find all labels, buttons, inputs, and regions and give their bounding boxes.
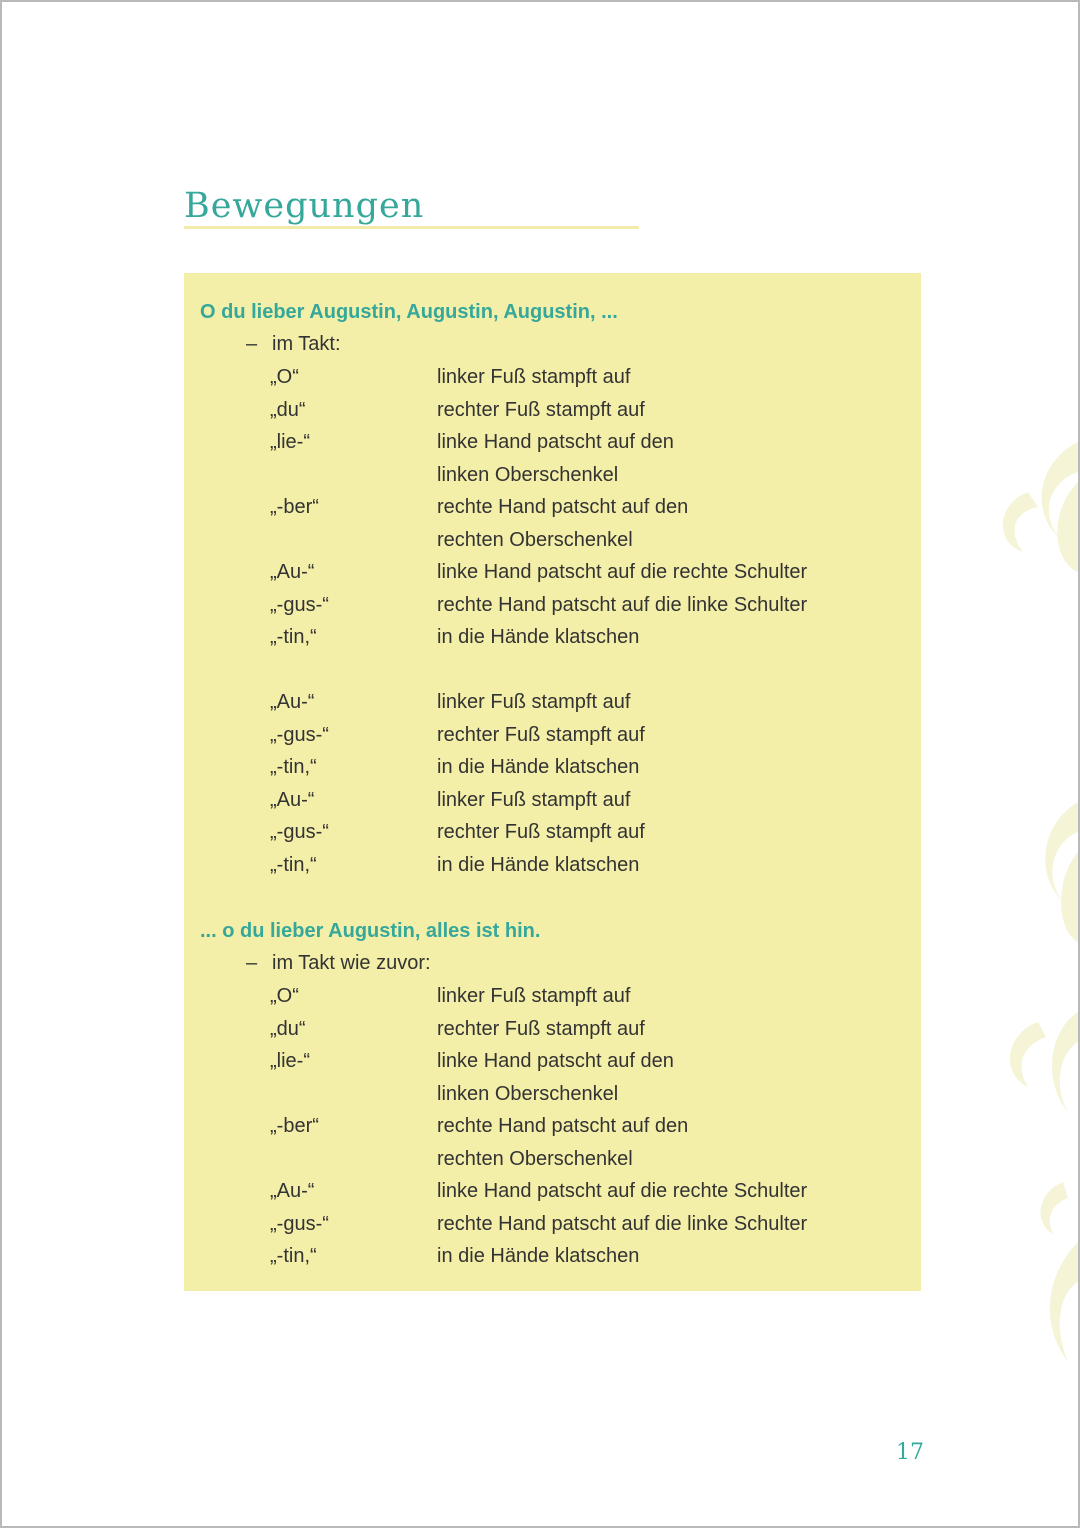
page-number: 17 (896, 1440, 924, 1465)
syllable: „-gus-“ (270, 821, 329, 843)
table-row (270, 980, 910, 1013)
movement: in die Hände klatschen (437, 853, 640, 876)
movement: linker Fuß stampft auf (437, 788, 631, 811)
syllable: „Au-“ (270, 788, 315, 811)
table-row (270, 491, 910, 524)
movement: rechte Hand patscht auf den (437, 496, 689, 518)
instruction-text: im Takt wie zuvor: (272, 952, 431, 974)
section-title: O du lieber Augustin, Augustin, Augustin, ... (200, 301, 618, 323)
movement: linke Hand patscht auf die rechte Schulter (437, 1180, 808, 1202)
syllable: „-ber“ (270, 496, 319, 518)
table-row (270, 751, 910, 784)
movement: linke Hand patscht auf die rechte Schulter (437, 561, 808, 583)
instruction-line (246, 947, 431, 979)
syllable: „O“ (270, 985, 299, 1007)
movement: in die Hände klatschen (437, 1245, 640, 1267)
movement: rechten Oberschenkel (437, 1147, 633, 1170)
table-row (270, 621, 910, 654)
table-row (270, 784, 910, 817)
syllable: „-gus-“ (270, 723, 329, 746)
table-row (270, 524, 910, 557)
syllable: „O“ (270, 366, 299, 388)
table-row (270, 426, 910, 459)
movement: linken Oberschenkel (437, 1082, 619, 1105)
table-row (270, 556, 910, 589)
table-row (270, 394, 910, 427)
title-underline (184, 226, 639, 229)
table-row (270, 686, 910, 719)
dash-bullet: – (246, 952, 258, 974)
syllable: „du“ (270, 398, 306, 421)
movement: linker Fuß stampft auf (437, 366, 631, 388)
syllable: „-tin,“ (270, 1245, 317, 1267)
table-row (270, 719, 910, 752)
movement-table (270, 361, 910, 881)
table-row (270, 849, 910, 882)
table-row (270, 1208, 910, 1241)
instruction-text: im Takt: (272, 333, 341, 355)
movement: rechter Fuß stampft auf (437, 723, 645, 746)
table-row (270, 1175, 910, 1208)
movement: linke Hand patscht auf den (437, 431, 674, 453)
syllable: „-tin,“ (270, 853, 317, 876)
table-row (270, 1078, 910, 1111)
movement: rechter Fuß stampft auf (437, 821, 645, 843)
movement: rechte Hand patscht auf die linke Schulter (437, 593, 808, 616)
movement: linker Fuß stampft auf (437, 985, 631, 1007)
syllable: „Au-“ (270, 1180, 315, 1202)
movement: rechter Fuß stampft auf (437, 1017, 645, 1040)
syllable: „-gus-“ (270, 593, 329, 616)
table-row (270, 1045, 910, 1078)
syllable: „Au-“ (270, 561, 315, 583)
table-row (270, 361, 910, 394)
movement: linke Hand patscht auf den (437, 1050, 674, 1072)
movement: rechten Oberschenkel (437, 528, 633, 551)
movement: in die Hände klatschen (437, 626, 640, 648)
movement-table (270, 980, 910, 1273)
floral-ornament-icon (968, 422, 1078, 1422)
table-row (270, 589, 910, 622)
table-row (270, 1013, 910, 1046)
movement: linken Oberschenkel (437, 463, 619, 486)
table-row (270, 1143, 910, 1176)
table-row (270, 1240, 910, 1273)
table-row (270, 1110, 910, 1143)
syllable: „lie-“ (270, 431, 310, 453)
syllable: „du“ (270, 1017, 306, 1040)
syllable: „-tin,“ (270, 626, 317, 648)
page-title: Bewegungen (184, 186, 425, 226)
instruction-box (184, 273, 921, 1291)
movement: rechter Fuß stampft auf (437, 398, 645, 421)
syllable: „-ber“ (270, 1115, 319, 1137)
syllable: „Au-“ (270, 691, 315, 713)
table-row (270, 654, 910, 687)
syllable: „-tin,“ (270, 756, 317, 778)
movement: rechte Hand patscht auf die linke Schulter (437, 1212, 808, 1235)
movement: rechte Hand patscht auf den (437, 1115, 689, 1137)
instruction-line (246, 328, 341, 360)
movement: linker Fuß stampft auf (437, 691, 631, 713)
table-row (270, 459, 910, 492)
syllable: „lie-“ (270, 1050, 310, 1072)
table-row (270, 816, 910, 849)
section-title: ... o du lieber Augustin, alles ist hin. (200, 920, 541, 942)
movement: in die Hände klatschen (437, 756, 640, 778)
dash-bullet: – (246, 333, 258, 355)
syllable: „-gus-“ (270, 1212, 329, 1235)
